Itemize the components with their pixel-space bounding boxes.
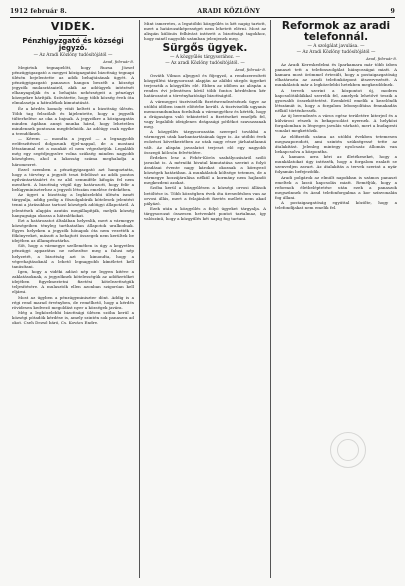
section-title: VIDÉK. [50, 21, 96, 33]
column-divider [270, 20, 271, 578]
article-paragraph: A közgyűlés tárgysorozatán szerepel továbbá a vármegyei utak karbantartásának ügye is. Az utóbbi évek esőzései következtében az utak nagy része járhatatlanná vált. Az alispán javaslatot terjeszt elő egy nagyobb összegű kölcsön felvételére. [144, 129, 266, 155]
column-2 [144, 21, 266, 577]
article-paragraph: A kamara arra kéri az illetékeseket, hogy a munkálatokat úgy intézzék, hogy a forgalom ezalatt se szenvedjen zavart. Az átalakítás a tervek szerint a nyár folyamán befejeződik. [275, 154, 397, 175]
article-headline: Reformok az aradi telefonnál. [281, 21, 391, 44]
article-paragraph: Ezek után a közgyűlés a folyó ügyeket tárgyalja. A tárgysorozat összesen hetvenkét pontot tartalmaz, így valószínű, hogy a közgyűlés két napig fog tartani. [144, 205, 266, 222]
article-dateline: Arad, február 8. [235, 67, 266, 73]
article-paragraph: Az Aradi Kereskedelmi és Iparkamara már több ízben panaszt tett a telefonszolgálat hiányosságai miatt. A kamara most örömmel értesült, hogy a postaigazgatóság elhatározta az aradi telefonközpont átszervezését. A munkálatok már a legközelebbi hetekben megkezdődnek. [275, 62, 397, 88]
article-paragraph: Éz a kérdés komoly vitát keltett a bizottság ülésén. Több tag felszólalt és kijelentette, hogy a jegyzők túlterhelése az oka a bajnak. A jegyzőkre a közigazgatás minden ágában annyi munka hárul, hogy lehetetlen mindennek pontosan megfelelniök. Az adóügy csak egyike a teendőknek. [12, 105, 134, 136]
page-header [10, 6, 395, 16]
article-paragraph: A postaigazgatóság egyúttal közölte, hogy a telefondíjakat nem emelik fel. [275, 200, 397, 211]
article-byline: — Az Aradi Közlöny tudósítójától — [33, 53, 113, 59]
column-divider [139, 20, 140, 578]
article-paragraph: Aradi polgárok az elmúlt napokban is számos panaszt emeltek a lassú kapcsolás miatt. Reméljük, hogy a reformok életbeléptetése után ezek a panaszok megszűnnek és Arad telefonforgalma a kor színvonalán fog állani. [275, 174, 397, 200]
article-headline: Sürgős ügyek. [162, 42, 248, 55]
article-paragraph: Még a legközelebbi bizottsági ülésen szóba kerül a községi pótadók kérdése is, amely szintén sok panaszra ad okot. Cseh Dezső báró, Cs. Kovács Endre. [12, 309, 134, 326]
article-paragraph: Érdekes lesz a Fehér-Körös szabályozásáról szóló javaslat is. A mérnöki hivatal kimutatása szerint a folyó áradásai évente nagy károkat okoznak a környező községek határában. A munkálatok költsége tetemes, de a vármegye hozzájárulása nélkül a kormány nem hajlandó megkezdeni azokat. [144, 154, 266, 186]
article-dateline: Arad, február 8. [366, 56, 397, 62]
header-paper-name: ARADI KÖZLÖNY [197, 7, 261, 15]
article-paragraph: Mint ismeretes, a legutóbbi közgyűlés is két napig tartott, mert a határozatképességet nem lehetett elérni. Most az alispán különös felhívást intézett a bizottsági tagokhoz, hogy minél nagyobb számban jelenjenek meg. [144, 21, 266, 42]
article-paragraph: Ezzel szemben a pénzügyigazgató azt hangoztatta, hogy a törvény a jegyzőt teszi felelőssé az adók pontos nyilvántartásáért és ez alól semmiféle kifogás fel nem mentheti. A bizottság végül úgy határozott, hogy felír a belügyminiszterhez a jegyzői létszám emelése érdekében. [12, 166, 134, 193]
article-paragraph: Osváth Vilmos aljegyző és főjegyző, a rendszeresített közgyűlési tárgysorozat alapján az alábbi sürgős ügyeket terjesztik a közgyűlés elé. Ebben az időben az alispán a rendes évi jelentésen kívül több fontos kérdésben kér határozatot a törvényhatósági bizottságtól. [144, 73, 266, 99]
article-paragraph: A tervek szerint a központot új, modern kapcsolótáblákkal szerelik fel, amelyek lehetővé teszik a gyorsabb összeköttetést. Ezenkívül emelik a kezelőnők létszámát is, hogy a forgalom lebonyolítása fennakadás nélkül történhessék. [275, 87, 397, 113]
article-paragraph: Az ügyet a bizottság a legközelebbi ülésén ismét tárgyalja, addig pedig a főszolgabírák kötelesek jelentést tenni a járásukhoz tartozó községek adóügyi állapotáról. A jelentések alapján azután megállapítják, melyik község hanyagsága okozza a hátralékokat. [12, 192, 134, 218]
article-subhead: — A szolgálat javulása. — [307, 44, 365, 50]
article-paragraph: Igen, hogy a vidéki adózó nép ne legyen kitéve a zaklatásoknak, a jegyzőknek kötelességük az adófizetőket idejében figyelmeztetni fizetési kötelezettségük teljesítésére. A mulasztók ellen azonban szigorúan kell eljárni. [12, 268, 134, 295]
column-1 [12, 21, 134, 577]
article-paragraph: Sőt, hogy a vármegye szellemében is úgy a kegyetlen pénzügyi apparátus ne nehezítse meg a falusi nép helyzetét, a bizottság azt is kimondta, hogy a végrehajtásoknál a lehető legnagyobb kíméletet kell tanúsítani. [12, 243, 134, 269]
article-paragraph: Szóba kerül a közgyűlésen a községi orvosi állások betöltése is. Több községben évek óta üresedésben van az orvosi állás, mert a felajánlott fizetés mellett nem akad pályázó. [144, 185, 266, 206]
article-subhead: — A közgyűlés tárgysorához. — [169, 55, 241, 61]
article-paragraph: Az előfizetők száma az utóbbi években tetemesen megszaporodott, ami szintén szükségessé tette az átalakítást. Jelenleg mintegy nyolcszáz állomás van bekapcsolva a központba. [275, 133, 397, 154]
header-date: 1912 február 8. [10, 7, 67, 15]
article-byline: — Az aradi Közlöny tudósítójától. — [165, 61, 245, 67]
article-paragraph: Az új berendezés a város egész területére kiterjed és a külvárosi részek is bekapcsolást nyernek. A helyközi forgalomban is lényeges javulás várható, mert a budapesti vonalat megkettőzik. [275, 113, 397, 134]
divider [59, 35, 87, 36]
article-headline: Pénzhigyzgató és községi jegyző. [22, 36, 124, 52]
article-paragraph: Most az ügyben a pénzügyminiszter dönt. Addig is a régi rend marad érvényben, de remélhető, hogy a kérdés rövidesen kedvező megoldást nyer a községek javára. [12, 294, 134, 310]
header-page-number: 9 [390, 7, 395, 15]
library-stamp [330, 432, 366, 468]
article-paragraph: Ezt a határozatot általában helyeslik, mert a vármegye községeiben tényleg tarthatatlan állapotok uralkodnak. Egyes helyeken a jegyzők hónapok óta nem vezették a főkönyveket, másutt a behajtott összegek nem kerültek be idejében az állampénztárba. [12, 217, 134, 244]
article-byline: — Az Aradi Közlöny tudósítójától — [296, 50, 376, 56]
article-paragraph: — Kérem — mondta a jegyző — a legnagyobb erőfeszítéssel dolgozunk éjjel-nappal, de a mostani létszámmal ezt a munkát el nem végezhetjük. Legalább még egy segédjegyzőre volna szükség minden nagyobb községben, ahol a lakosság száma meghaladja a háromezret. [12, 136, 134, 167]
column-3 [275, 21, 397, 577]
header-rule [10, 17, 395, 18]
article-paragraph: Megirtuk tegnapelőtt, hogy Ruzsa József pénzügyigazgató a megyei közigazgatási bizottság tegnapi ülésén bejelentette az adók behajtásának ügyét. A pénzügyigazgató panaszos hangon beszélt a községi jegyzők mulasztásairól, akik az adóügyek intézését elhanyagolják és a behajtás nehézségeit a pénzügyi közegekre hárítják. Szóvátette, hogy több község évek óta elmulasztja a hátralékok kimutatását. [12, 65, 134, 106]
article-paragraph: A vármegyei tisztviselők fizetésrendezésének ügye az utóbbi időben ismét előtérbe került. A tisztviselők ugyanis memorandumban fordultak a vármegyéhez és kérték, hogy a drágaságra való tekintettel a fizetéseket emeljék fel, vagy legalább ideiglenes drágasági pótlékot szavazzanak meg. [144, 98, 266, 130]
article-dateline: Arad, február 8. [103, 59, 134, 65]
